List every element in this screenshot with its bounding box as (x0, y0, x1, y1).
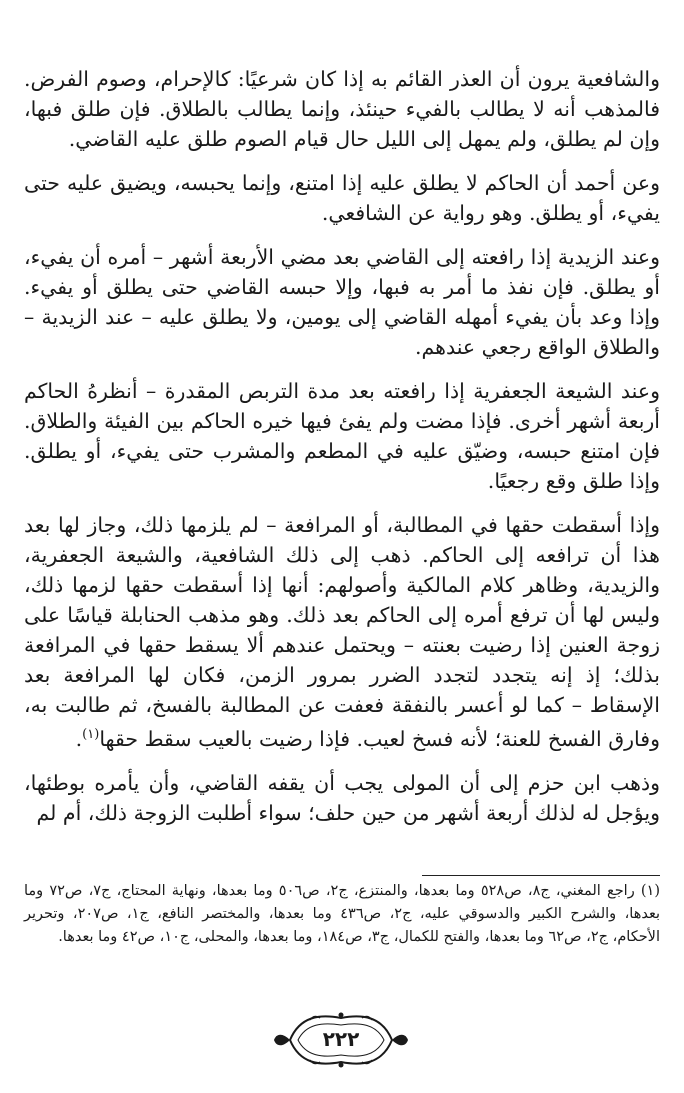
paragraph-waiver-text: وإذا أسقطت حقها في المطالبة، أو المرافعة – لم يلزمها ذلك، وجاز لها بعد هذا أن ترافعه إلى الحاكم. ذهب إلى ذلك الشافعية، والشيعة الجعفرية، والزيدية، وظاهر كلام المالكية وأصولهم: أنها إذا أسقطت حقها لزمها ذلك، وليس لها أن ترفع أمره إلى الحاكم بعد ذلك. وهو مذهب الحنابلة قياسًا على زوجة العنين إذا رضيت بعنته – ويحتمل عندهم ألا يسقط حقها في المرافعة بذلك؛ إذ إنه يتجدد لتجدد الضرر بمرور الزمن، فكان لها المرافعة بعد الإسقاط – كما لو أعسر بالنفقة فعفت عن المطالبة بالفسخ، ثم طالبت به، وفارق الفسخ للعنة؛ لأنه فسخ لعيب. فإذا رضيت بالعيب سقط حقها (24, 513, 660, 751)
paragraph-ibn-hazm: وذهب ابن حزم إلى أن المولى يجب أن يقفه القاضي، وأن يأمره بوطئها، ويؤجل له لذلك أربعة أشهر من حين حلف؛ سواء أطلبت الزوجة ذلك، أم لم (24, 770, 660, 825)
paragraph-waiver: وإذا أسقطت حقها في المطالبة، أو المرافعة – لم يلزمها ذلك، وجاز لها بعد هذا أن ترافعه إلى الحاكم. ذهب إلى ذلك الشافعية، والشيعة الجعفرية، والزيدية، وظاهر كلام المالكية وأصولهم: أنها إذا أسقطت حقها لزمها ذلك، وليس لها أن ترفع أمره إلى الحاكم بعد ذلك. وهو مذهب الحنابلة قياسًا على زوجة العنين إذا رضيت بعنته – ويحتمل عندهم ألا يسقط حقها في المرافعة بذلك؛ إذ إنه يتجدد لتجدد الضرر بمرور الزمن، فكان لها المرافعة بعد الإسقاط – كما لو أعسر بالنفقة فعفت عن المطالبة بالفسخ، ثم طالبت به، وفارق الفسخ للعنة؛ لأنه فسخ لعيب. فإذا رضيت بالعيب سقط حقها$^{(١)}$. (24, 513, 660, 751)
footnote-reference[interactable]: (١) (82, 727, 100, 742)
page-body (24, 64, 660, 842)
footnote: (١) راجع المغني، ج٨، ص٥٢٨ وما بعدها، والمنتزع، ج٢، ص٥٠٦ وما بعدها، ونهاية المحتاج، ج٧، ص٧٢ وما بعدها، والشرح الكبير والدسوقي عليه، ج٢، ص٤٣٦ وما بعدها، والمختصر النافع، ج١، ص٢٠٧، وتحرير الأحكام، ج٢، ص٦٢ وما بعدها، والفتح للكمال، ج٣، ص١٨٤، وما بعدها، والمحلى، ج١٠، ص٤٢ وما بعدها. (24, 883, 660, 945)
paragraph-zaydiyya: وعند الزيدية إذا رافعته إلى القاضي بعد مضي الأربعة أشهر – أمره أن يفيء، أو يطلق. فإن نفذ ما أمر به فبها، وإلا حبسه القاضي حتى يطلق أو يفيء. وإذا وعد بأن يفيء أمهله القاضي إلى يومين، ولا يطلق عليه – عند الزيدية – والطلاق الواقع رجعي عندهم. (24, 245, 660, 359)
paragraph-jafariyya: وعند الشيعة الجعفرية إذا رافعته بعد مدة التربص المقدرة – أنظرهُ الحاكم أربعة أشهر أخرى. فإذا مضت ولم يفئ فيها خيره الحاكم بين الفيئة والطلاق. فإن امتنع حبسه، وضيّق عليه في المطعم والمشرب حتى يفيء، أو يطلق. وإذا طلق وقع رجعيًا. (24, 379, 660, 493)
footnote-divider (422, 875, 660, 876)
page-number: ٢٢٢ (322, 1027, 360, 1051)
page-number-ornament (270, 1010, 412, 1070)
paragraph-ahmad: وعن أحمد أن الحاكم لا يطلق عليه إذا امتنع، وإنما يحبسه، ويضيق عليه حتى يفيء، أو يطلق. وهو رواية عن الشافعي. (24, 171, 660, 225)
paragraph-shafii: والشافعية يرون أن العذر القائم به إذا كان شرعيًا: كالإحرام، وصوم الفرض. فالمذهب أنه لا يطالب بالفيء حينئذ، وإنما يطالب بالطلاق. فإن طلق فبها، وإن لم يطلق، ولم يمهل إلى الليل حال قيام الصوم طلق عليه القاضي. (24, 67, 660, 151)
